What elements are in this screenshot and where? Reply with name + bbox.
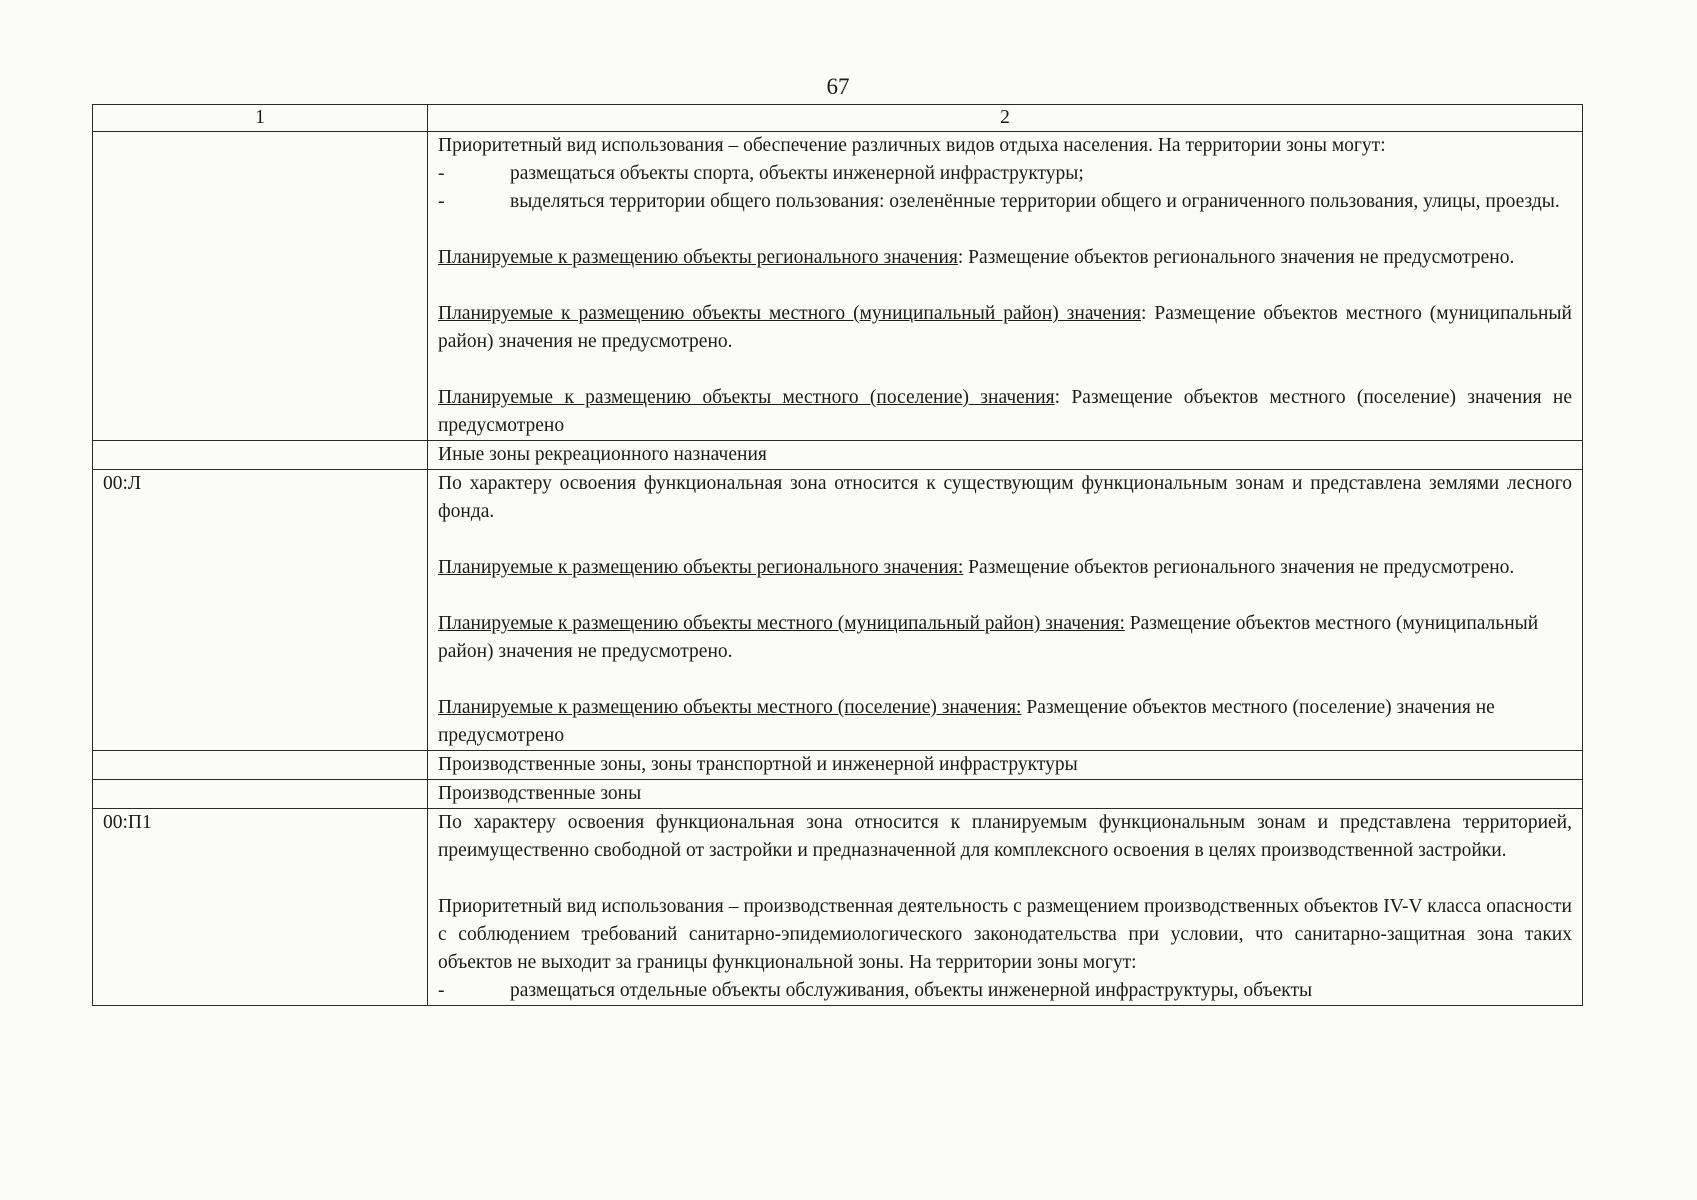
section-row — [93, 751, 1583, 780]
header-col-2: 2 — [428, 105, 1583, 132]
zone-description-cell — [428, 470, 1583, 751]
table-header-row — [93, 105, 1583, 132]
regional-objects-paragraph: Планируемые к размещению объекты регионального значения: Размещение объектов регионального значения не предусмотрено. — [438, 247, 1515, 268]
priority-use-paragraph: Приоритетный вид использования – производственная деятельность с размещением производственных объектов IV-V класса опасности с соблюдением требований санитарно-эпидемиологического законодательства при условии, что санитарно-защитная зона таких объектов не выходит за границы функциональной зоны. На территории зоны могут: — [438, 896, 1572, 973]
section-title: Иные зоны рекреационного назначения — [428, 441, 1583, 470]
table-row — [93, 470, 1583, 751]
section-title: Производственные зоны, зоны транспортной и инженерной инфраструктуры — [428, 751, 1583, 780]
table-row — [93, 809, 1583, 1006]
header-col-1: 1 — [93, 105, 428, 132]
bullet-item: - выделяться территории общего пользования: озеленённые территории общего и ограниченного пользования, улицы, проезды. — [438, 191, 1560, 212]
zone-description-cell — [428, 132, 1583, 441]
zones-table — [92, 104, 1583, 1006]
section-code-cell — [93, 751, 428, 780]
development-character-paragraph: По характеру освоения функциональная зона относится к существующим функциональным зонам и представлена землями лесного фонда. — [438, 473, 1572, 522]
zone-code-cell: 00:П1 — [93, 809, 428, 1006]
section-title: Производственные зоны — [428, 780, 1583, 809]
priority-use-paragraph: Приоритетный вид использования – обеспечение различных видов отдыха населения. На территории зоны могут: — [438, 135, 1386, 156]
zone-code-cell — [93, 132, 428, 441]
settlement-objects-paragraph: Планируемые к размещению объекты местного (поселение) значения: Размещение объектов местного (поселение) значения не предусмотрено — [438, 387, 1573, 436]
regional-objects-paragraph: Планируемые к размещению объекты регионального значения: Размещение объектов регионального значения не предусмотрено. — [438, 557, 1515, 578]
zone-code-cell: 00:Л — [93, 470, 428, 751]
table-row — [93, 132, 1583, 441]
development-character-paragraph: По характеру освоения функциональная зона относится к планируемым функциональным зонам и представлена территорией, преимущественно свободной от застройки и предназначенной для комплексного освоения в целях производственной застройки. — [438, 812, 1572, 861]
municipal-district-objects-paragraph: Планируемые к размещению объекты местного (муниципальный район) значения: Размещение объектов местного (муниципальный район) значения не предусмотрено. — [438, 613, 1539, 662]
section-row — [93, 441, 1583, 470]
section-code-cell — [93, 780, 428, 809]
page-number: 67 — [826, 74, 850, 99]
section-code-cell — [93, 441, 428, 470]
settlement-objects-paragraph: Планируемые к размещению объекты местного (поселение) значения: Размещение объектов местного (поселение) значения не предусмотрено — [438, 697, 1495, 746]
municipal-district-objects-paragraph: Планируемые к размещению объекты местного (муниципальный район) значения: Размещение объектов местного (муниципальный район) значения не предусмотрено. — [438, 303, 1572, 352]
bullet-item: - размещаться отдельные объекты обслуживания, объекты инженерной инфраструктуры, объекты — [438, 980, 1313, 1001]
bullet-item: - размещаться объекты спорта, объекты инженерной инфраструктуры; — [438, 163, 1084, 184]
section-row — [93, 780, 1583, 809]
zone-description-cell — [428, 809, 1583, 1006]
